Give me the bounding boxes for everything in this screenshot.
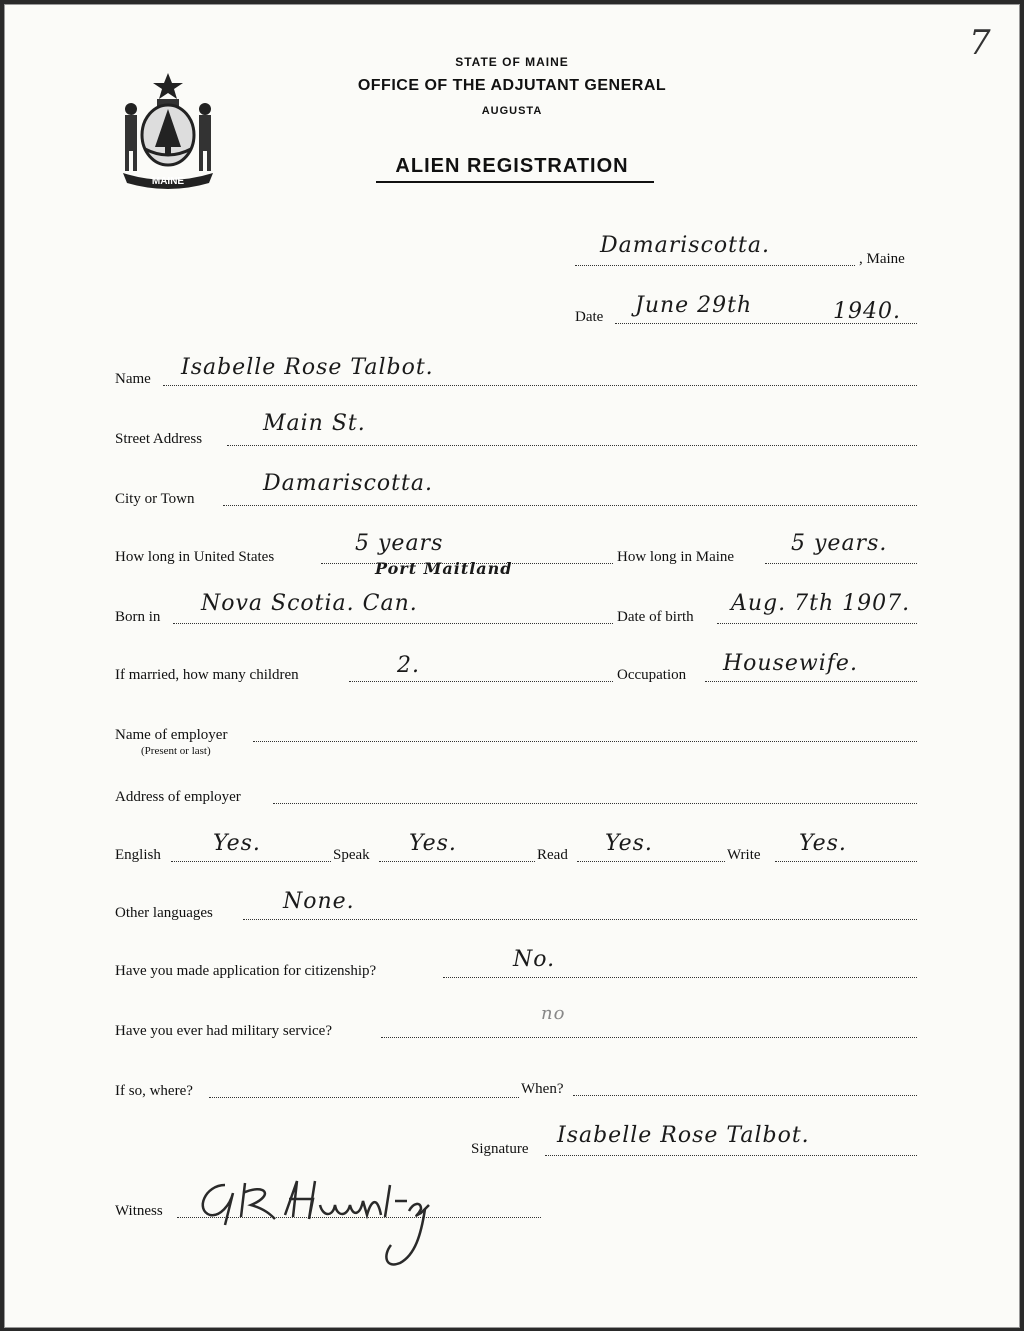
title-underline [376,181,654,183]
read-value: Yes. [605,831,653,856]
speak-value: Yes. [409,831,457,856]
children-line [349,681,613,682]
other-languages-line [243,919,917,920]
english-value: Yes. [213,831,261,856]
maine-duration-label: How long in Maine [617,549,735,565]
us-duration-note: Port Maitland [375,559,513,578]
place-value: Damariscotta. [600,233,770,258]
city-value: Damariscotta. [263,471,433,496]
dob-line [717,623,917,624]
speak-line [379,861,535,862]
street-line [227,445,917,446]
dob-value: Aug. 7th 1907. [731,591,911,616]
read-line [577,861,725,862]
name-line [163,385,917,386]
children-label: If married, how many children [115,667,299,683]
where-label: If so, where? [115,1083,193,1099]
occupation-line [705,681,917,682]
name-label: Name [115,371,151,387]
military-label: Have you ever had military service? [115,1023,332,1039]
date-label: Date [575,309,604,325]
maine-duration-value: 5 years. [791,531,888,556]
city-line [223,505,917,506]
children-value: 2. [397,653,420,678]
street-value: Main St. [263,411,366,436]
signature-line [545,1155,917,1156]
us-duration-label: How long in United States [115,549,275,565]
military-line [381,1037,917,1038]
name-value: Isabelle Rose Talbot. [181,355,434,380]
form-title: ALIEN REGISTRATION [395,155,629,177]
write-value: Yes. [799,831,847,856]
registration-form [4,4,1020,1328]
other-languages-value: None. [283,889,355,914]
employer-address-label: Address of employer [115,789,241,805]
military-value: no [541,1003,566,1024]
date-month-day: June 29th [635,293,753,318]
witness-label: Witness [115,1203,163,1219]
employer-line [253,741,917,742]
born-in-label: Born in [115,609,161,625]
write-line [775,861,917,862]
street-label: Street Address [115,431,203,447]
employer-sublabel: (Present or last) [141,745,211,757]
us-duration-value: 5 years [355,531,444,556]
signature-label: Signature [471,1141,529,1157]
other-languages-label: Other languages [115,905,213,921]
citizenship-value: No. [513,947,556,972]
signature-value: Isabelle Rose Talbot. [557,1123,810,1148]
svg-text:G.R. Huntley: G.R. Huntley [185,1165,191,1166]
citizenship-label: Have you made application for citizenship? [115,963,377,979]
occupation-label: Occupation [617,667,687,683]
citizenship-line [443,977,917,978]
write-label: Write [727,847,761,863]
born-in-line [173,623,613,624]
dob-label: Date of birth [617,609,694,625]
corner-page-mark: 7 [969,23,991,63]
city-label: City or Town [115,491,195,507]
svg-text:MAINE: MAINE [151,176,185,187]
office-heading: OFFICE OF THE ADJUTANT GENERAL [357,77,667,94]
english-label: English [115,847,161,863]
english-line [171,861,331,862]
city-heading: AUGUSTA [481,105,543,117]
date-year: 1940. [833,299,901,324]
place-line [575,265,855,266]
born-in-value: Nova Scotia. Can. [201,591,418,616]
maine-duration-line [765,563,917,564]
employer-address-line [273,803,917,804]
place-label: , Maine [859,251,905,267]
speak-label: Speak [333,847,370,863]
where-line [209,1097,519,1098]
occupation-value: Housewife. [723,651,858,676]
witness-signature [185,1165,455,1275]
employer-label: Name of employer [115,727,228,743]
state-heading: STATE OF MAINE [455,55,569,69]
when-label: When? [521,1081,564,1097]
read-label: Read [537,847,568,863]
when-line [573,1095,917,1096]
